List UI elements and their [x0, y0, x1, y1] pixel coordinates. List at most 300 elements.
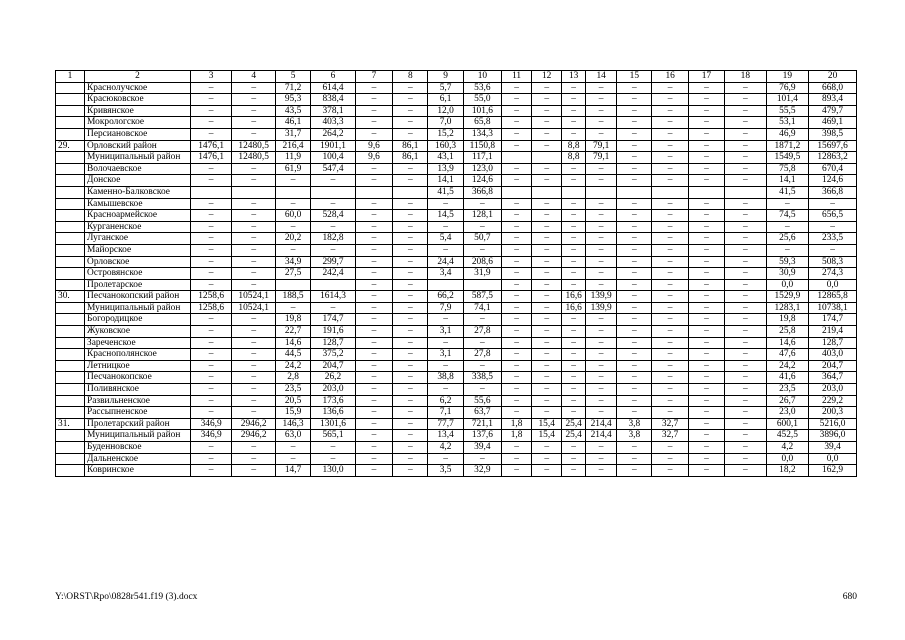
value-cell: 13,4: [428, 430, 463, 442]
value-cell: 366,8: [809, 186, 857, 198]
value-cell: –: [532, 268, 562, 280]
value-cell: –: [355, 105, 392, 117]
value-cell: 61,9: [275, 163, 310, 175]
table-row: [56, 279, 857, 291]
value-cell: –: [190, 360, 232, 372]
value-cell: –: [532, 221, 562, 233]
value-cell: –: [190, 465, 232, 477]
value-cell: –: [275, 244, 310, 256]
value-cell: –: [652, 256, 688, 268]
value-cell: –: [532, 175, 562, 187]
value-cell: –: [617, 140, 652, 152]
value-cell: 2946,2: [232, 418, 276, 430]
value-cell: 124,6: [463, 175, 501, 187]
value-cell: –: [688, 117, 724, 129]
value-cell: 1549,5: [766, 152, 809, 164]
table-row: [56, 198, 857, 210]
value-cell: 508,3: [809, 256, 857, 268]
value-cell: –: [428, 384, 463, 396]
value-cell: 1614,3: [311, 291, 356, 303]
value-cell: [725, 186, 767, 198]
value-cell: –: [393, 233, 428, 245]
value-cell: 60,0: [275, 210, 310, 222]
value-cell: –: [617, 163, 652, 175]
value-cell: 2946,2: [232, 430, 276, 442]
value-cell: –: [688, 233, 724, 245]
value-cell: –: [393, 163, 428, 175]
value-cell: 346,9: [190, 418, 232, 430]
territory-name-cell: Луганское: [85, 233, 191, 245]
value-cell: –: [688, 210, 724, 222]
value-cell: –: [586, 117, 617, 129]
value-cell: –: [190, 210, 232, 222]
value-cell: –: [532, 349, 562, 361]
value-cell: 32,9: [463, 465, 501, 477]
value-cell: –: [725, 291, 767, 303]
value-cell: 838,4: [311, 94, 356, 106]
value-cell: –: [617, 233, 652, 245]
table-row: [56, 94, 857, 106]
value-cell: –: [562, 175, 586, 187]
row-index-cell: [56, 326, 85, 338]
value-cell: –: [502, 268, 532, 280]
value-cell: –: [428, 244, 463, 256]
value-cell: –: [586, 372, 617, 384]
value-cell: –: [688, 430, 724, 442]
value-cell: 12480,5: [232, 140, 276, 152]
value-cell: 53,6: [463, 82, 501, 94]
value-cell: –: [393, 442, 428, 454]
column-number-cell: 10: [463, 71, 501, 83]
value-cell: –: [190, 256, 232, 268]
row-index-cell: [56, 337, 85, 349]
value-cell: –: [311, 198, 356, 210]
value-cell: 19,8: [275, 314, 310, 326]
value-cell: 39,4: [809, 442, 857, 454]
value-cell: –: [393, 360, 428, 372]
value-cell: –: [232, 233, 276, 245]
value-cell: 128,7: [809, 337, 857, 349]
row-index-cell: [56, 117, 85, 129]
value-cell: [355, 186, 392, 198]
value-cell: –: [190, 326, 232, 338]
value-cell: –: [652, 198, 688, 210]
row-index-cell: [56, 407, 85, 419]
territory-name-cell: Красноармейское: [85, 210, 191, 222]
value-cell: –: [393, 453, 428, 465]
value-cell: –: [502, 210, 532, 222]
value-cell: –: [725, 326, 767, 338]
value-cell: –: [586, 256, 617, 268]
value-cell: 41,5: [766, 186, 809, 198]
value-cell: –: [809, 198, 857, 210]
table-row: [56, 233, 857, 245]
value-cell: –: [532, 82, 562, 94]
territory-name-cell: Кривянское: [85, 105, 191, 117]
value-cell: –: [355, 302, 392, 314]
value-cell: 27,8: [463, 326, 501, 338]
value-cell: –: [562, 384, 586, 396]
value-cell: –: [652, 175, 688, 187]
value-cell: –: [355, 314, 392, 326]
value-cell: –: [652, 326, 688, 338]
value-cell: 3,5: [428, 465, 463, 477]
value-cell: –: [190, 407, 232, 419]
value-cell: –: [617, 337, 652, 349]
value-cell: –: [688, 152, 724, 164]
value-cell: 216,4: [275, 140, 310, 152]
value-cell: –: [586, 407, 617, 419]
value-cell: –: [232, 395, 276, 407]
value-cell: 8,8: [562, 152, 586, 164]
value-cell: –: [617, 302, 652, 314]
value-cell: 9,6: [355, 140, 392, 152]
value-cell: –: [586, 279, 617, 291]
value-cell: –: [355, 465, 392, 477]
table-row: [56, 105, 857, 117]
table-row: [56, 453, 857, 465]
value-cell: –: [562, 105, 586, 117]
value-cell: 173,6: [311, 395, 356, 407]
value-cell: 366,8: [463, 186, 501, 198]
value-cell: –: [355, 268, 392, 280]
value-cell: 53,1: [766, 117, 809, 129]
table-row: [56, 186, 857, 198]
value-cell: –: [393, 117, 428, 129]
value-cell: –: [652, 233, 688, 245]
value-cell: 403,0: [809, 349, 857, 361]
value-cell: –: [586, 233, 617, 245]
row-index-cell: [56, 175, 85, 187]
value-cell: 139,9: [586, 291, 617, 303]
value-cell: 15,2: [428, 128, 463, 140]
value-cell: 3,8: [617, 418, 652, 430]
value-cell: –: [562, 407, 586, 419]
value-cell: –: [725, 94, 767, 106]
value-cell: 565,1: [311, 430, 356, 442]
table-row: [56, 407, 857, 419]
value-cell: –: [232, 175, 276, 187]
value-cell: –: [652, 152, 688, 164]
value-cell: –: [688, 163, 724, 175]
value-cell: –: [355, 256, 392, 268]
value-cell: –: [532, 395, 562, 407]
value-cell: [393, 186, 428, 198]
value-cell: –: [393, 256, 428, 268]
value-cell: 299,7: [311, 256, 356, 268]
column-number-cell: 4: [232, 71, 276, 83]
value-cell: 43,5: [275, 105, 310, 117]
value-cell: –: [725, 256, 767, 268]
row-index-cell: [56, 82, 85, 94]
value-cell: 174,7: [311, 314, 356, 326]
value-cell: 191,6: [311, 326, 356, 338]
value-cell: 1150,8: [463, 140, 501, 152]
row-index-cell: [56, 372, 85, 384]
value-cell: –: [688, 175, 724, 187]
value-cell: –: [190, 233, 232, 245]
value-cell: 528,4: [311, 210, 356, 222]
value-cell: –: [562, 117, 586, 129]
value-cell: 71,2: [275, 82, 310, 94]
column-number-cell: 19: [766, 71, 809, 83]
value-cell: –: [502, 349, 532, 361]
value-cell: –: [562, 221, 586, 233]
value-cell: 20,5: [275, 395, 310, 407]
value-cell: –: [532, 291, 562, 303]
value-cell: –: [652, 105, 688, 117]
value-cell: –: [393, 302, 428, 314]
value-cell: 469,1: [809, 117, 857, 129]
value-cell: 214,4: [586, 430, 617, 442]
table-row: [56, 291, 857, 303]
value-cell: –: [688, 291, 724, 303]
value-cell: –: [532, 360, 562, 372]
value-cell: –: [688, 128, 724, 140]
value-cell: 63,0: [275, 430, 310, 442]
value-cell: 24,2: [766, 360, 809, 372]
table-row: [56, 465, 857, 477]
value-cell: –: [586, 210, 617, 222]
value-cell: –: [617, 360, 652, 372]
value-cell: –: [562, 442, 586, 454]
value-cell: 12,0: [428, 105, 463, 117]
value-cell: –: [652, 349, 688, 361]
value-cell: 15,9: [275, 407, 310, 419]
value-cell: –: [562, 128, 586, 140]
value-cell: –: [463, 198, 501, 210]
value-cell: 656,5: [809, 210, 857, 222]
value-cell: [463, 279, 501, 291]
row-index-cell: 31.: [56, 418, 85, 430]
value-cell: 27,8: [463, 349, 501, 361]
value-cell: –: [617, 395, 652, 407]
value-cell: –: [562, 163, 586, 175]
value-cell: –: [617, 279, 652, 291]
value-cell: 452,5: [766, 430, 809, 442]
value-cell: 668,0: [809, 82, 857, 94]
value-cell: –: [725, 337, 767, 349]
territory-name-cell: Краснополянское: [85, 349, 191, 361]
value-cell: 1,8: [502, 418, 532, 430]
value-cell: 203,0: [809, 384, 857, 396]
value-cell: [688, 186, 724, 198]
value-cell: –: [393, 430, 428, 442]
value-cell: –: [502, 372, 532, 384]
value-cell: –: [393, 395, 428, 407]
value-cell: –: [617, 291, 652, 303]
value-cell: –: [393, 407, 428, 419]
table-row: [56, 82, 857, 94]
value-cell: –: [502, 82, 532, 94]
value-cell: –: [232, 94, 276, 106]
value-cell: –: [355, 82, 392, 94]
value-cell: –: [562, 244, 586, 256]
value-cell: –: [190, 268, 232, 280]
value-cell: –: [393, 326, 428, 338]
row-index-cell: [56, 314, 85, 326]
territory-name-cell: Летницкое: [85, 360, 191, 372]
row-index-cell: [56, 279, 85, 291]
value-cell: –: [311, 453, 356, 465]
value-cell: –: [190, 349, 232, 361]
value-cell: –: [562, 210, 586, 222]
value-cell: –: [688, 279, 724, 291]
value-cell: 15,4: [532, 430, 562, 442]
value-cell: –: [393, 198, 428, 210]
value-cell: 117,1: [463, 152, 501, 164]
value-cell: –: [502, 221, 532, 233]
value-cell: –: [617, 221, 652, 233]
value-cell: 1901,1: [311, 140, 356, 152]
value-cell: 670,4: [809, 163, 857, 175]
value-cell: –: [652, 140, 688, 152]
value-cell: –: [232, 465, 276, 477]
column-number-cell: 17: [688, 71, 724, 83]
value-cell: 229,2: [809, 395, 857, 407]
value-cell: –: [688, 372, 724, 384]
value-cell: 128,1: [463, 210, 501, 222]
value-cell: 9,6: [355, 152, 392, 164]
value-cell: –: [617, 256, 652, 268]
value-cell: 1283,1: [766, 302, 809, 314]
value-cell: –: [232, 314, 276, 326]
row-index-cell: [56, 244, 85, 256]
value-cell: 6,2: [428, 395, 463, 407]
value-cell: [502, 186, 532, 198]
value-cell: –: [725, 163, 767, 175]
value-cell: 130,0: [311, 465, 356, 477]
value-cell: –: [502, 407, 532, 419]
value-cell: –: [688, 82, 724, 94]
value-cell: 398,5: [809, 128, 857, 140]
value-cell: –: [393, 94, 428, 106]
table-row: [56, 302, 857, 314]
value-cell: –: [725, 175, 767, 187]
value-cell: –: [190, 453, 232, 465]
value-cell: –: [652, 302, 688, 314]
value-cell: –: [688, 244, 724, 256]
value-cell: 479,7: [809, 105, 857, 117]
value-cell: 41,6: [766, 372, 809, 384]
value-cell: –: [428, 337, 463, 349]
value-cell: –: [355, 210, 392, 222]
value-cell: –: [355, 128, 392, 140]
table-row: [56, 360, 857, 372]
value-cell: 23,5: [275, 384, 310, 396]
value-cell: –: [617, 175, 652, 187]
value-cell: 364,7: [809, 372, 857, 384]
value-cell: 214,4: [586, 418, 617, 430]
table-row: [56, 314, 857, 326]
value-cell: –: [562, 453, 586, 465]
value-cell: –: [586, 82, 617, 94]
value-cell: –: [393, 372, 428, 384]
territory-name-cell: Песчанокопское: [85, 372, 191, 384]
value-cell: –: [502, 465, 532, 477]
territory-name-cell: Поливянское: [85, 384, 191, 396]
value-cell: –: [725, 233, 767, 245]
value-cell: 14,6: [766, 337, 809, 349]
table-row: [56, 175, 857, 187]
value-cell: –: [275, 302, 310, 314]
value-cell: –: [652, 279, 688, 291]
row-index-cell: [56, 105, 85, 117]
value-cell: 721,1: [463, 418, 501, 430]
value-cell: 182,8: [311, 233, 356, 245]
row-index-cell: [56, 152, 85, 164]
value-cell: 63,7: [463, 407, 501, 419]
value-cell: [617, 186, 652, 198]
value-cell: –: [393, 279, 428, 291]
value-cell: 123,0: [463, 163, 501, 175]
value-cell: –: [725, 384, 767, 396]
value-cell: –: [688, 395, 724, 407]
value-cell: 4,2: [428, 442, 463, 454]
value-cell: 5,4: [428, 233, 463, 245]
value-cell: –: [532, 326, 562, 338]
value-cell: 86,1: [393, 152, 428, 164]
value-cell: 8,8: [562, 140, 586, 152]
value-cell: –: [562, 372, 586, 384]
territory-name-cell: Курганенское: [85, 221, 191, 233]
value-cell: 0,0: [766, 279, 809, 291]
value-cell: 46,1: [275, 117, 310, 129]
value-cell: 124,6: [809, 175, 857, 187]
value-cell: –: [190, 117, 232, 129]
value-cell: 375,2: [311, 349, 356, 361]
value-cell: –: [393, 244, 428, 256]
value-cell: [562, 186, 586, 198]
column-number-cell: 15: [617, 71, 652, 83]
value-cell: –: [393, 349, 428, 361]
value-cell: 13,9: [428, 163, 463, 175]
value-cell: –: [393, 210, 428, 222]
row-index-cell: [56, 360, 85, 372]
value-cell: –: [617, 407, 652, 419]
territory-name-cell: Муниципальный район: [85, 302, 191, 314]
value-cell: –: [617, 349, 652, 361]
value-cell: 55,0: [463, 94, 501, 106]
value-cell: –: [355, 395, 392, 407]
territory-name-cell: Камышевское: [85, 198, 191, 210]
value-cell: 55,6: [463, 395, 501, 407]
value-cell: –: [190, 128, 232, 140]
row-index-cell: [56, 465, 85, 477]
value-cell: 264,2: [311, 128, 356, 140]
value-cell: –: [502, 326, 532, 338]
value-cell: 74,5: [766, 210, 809, 222]
territory-name-cell: Дальненское: [85, 453, 191, 465]
value-cell: –: [652, 337, 688, 349]
column-number-cell: 20: [809, 71, 857, 83]
value-cell: 79,1: [586, 140, 617, 152]
value-cell: –: [275, 221, 310, 233]
value-cell: 0,0: [809, 279, 857, 291]
territory-name-cell: Развильненское: [85, 395, 191, 407]
value-cell: –: [355, 349, 392, 361]
value-cell: –: [190, 105, 232, 117]
value-cell: –: [311, 175, 356, 187]
value-cell: 3,1: [428, 326, 463, 338]
value-cell: –: [688, 465, 724, 477]
value-cell: –: [502, 453, 532, 465]
value-cell: [311, 279, 356, 291]
table-row: [56, 221, 857, 233]
value-cell: 23,5: [766, 384, 809, 396]
value-cell: 12480,5: [232, 152, 276, 164]
value-cell: –: [617, 117, 652, 129]
